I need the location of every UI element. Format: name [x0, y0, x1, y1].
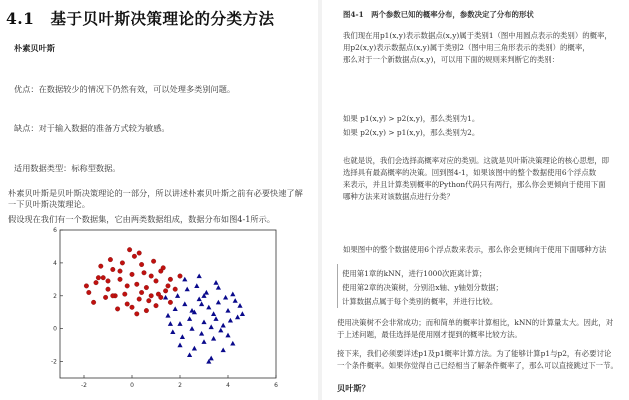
x-tick-label: 0 [130, 382, 134, 389]
class1-point [101, 275, 106, 280]
figure-caption: 图4-1 两个参数已知的概率分布，参数决定了分布的形状 [343, 10, 534, 19]
class1-point [161, 266, 166, 271]
intro-line-1: 朴素贝叶斯是贝叶斯决策理论的一部分，所以讲述朴素贝叶斯之前有必要快速了解 [8, 188, 303, 198]
class1-point [123, 292, 128, 297]
class1-point [94, 280, 99, 285]
subheading-naive-bayes: 朴素贝叶斯 [14, 43, 55, 53]
para1-line-2: 用p2(x,y)表示数据点(x,y)属于类别2（图中用三角形表示的类别）的概率， [343, 43, 590, 52]
data-type-text: 适用数据类型：标称型数据。 [14, 163, 121, 173]
class1-point [163, 289, 168, 294]
class1-point [159, 295, 164, 300]
class1-point [144, 285, 149, 290]
para3-line-2: 于上述问题，最佳选择是使用刚才提到的概率比较方法。 [337, 330, 522, 339]
class1-point [130, 272, 135, 277]
class1-point [154, 279, 159, 284]
class1-point [115, 307, 120, 312]
class1-point [118, 269, 123, 274]
class1-point [111, 267, 116, 272]
class1-point [137, 251, 142, 256]
cons-text: 缺点：对于输入数据的准备方式较为敏感。 [14, 123, 170, 133]
class1-point [125, 284, 130, 289]
class1-point [149, 274, 154, 279]
y-tick-label: 2 [53, 292, 57, 300]
class1-point [139, 290, 144, 295]
y-tick-label: 6 [53, 227, 57, 234]
para1-line-3: 那么对于一个新数据点(x,y)，可以用下面的规则来判断它的类别： [343, 55, 560, 64]
class1-point [139, 262, 144, 267]
class1-point [111, 293, 116, 298]
class1-point [130, 305, 135, 310]
class1-point [135, 312, 140, 317]
class1-point [147, 298, 152, 303]
x-tick-label: 4 [226, 382, 230, 389]
x-tick-label: 2 [178, 382, 182, 389]
class1-point [96, 275, 101, 280]
method-item-1: 使用第1章的kNN，进行1000次距离计算； [342, 269, 487, 278]
class1-point [168, 277, 173, 282]
pros-text: 优点：在数据较少的情况下仍然有效，可以处理多类别问题。 [14, 84, 236, 94]
class1-point [154, 303, 159, 308]
para1-line-1: 我们现在用p1(x,y)表示数据点(x,y)属于类别1（图中用圆点表示的类别）的概率， [343, 31, 612, 40]
x-tick-label: -2 [81, 382, 87, 389]
class1-point [108, 257, 113, 262]
scatter-plot [38, 226, 282, 394]
class1-point [137, 297, 142, 302]
rule-line-1: 如果 p1(x,y) > p2(x,y)，那么类别为1。 [343, 114, 480, 123]
class1-point [127, 247, 132, 252]
para3-line-1: 使用决策树不会非常成功；而和简单的概率计算相比，kNN的计算量太大。因此，对 [337, 318, 614, 327]
class1-point [166, 284, 171, 289]
y-tick-label: 4 [53, 259, 57, 267]
class1-point [142, 270, 147, 275]
class1-point [103, 295, 108, 300]
method-item-2: 使用第2章的决策树，分别沿x轴、y轴划分数据； [342, 283, 503, 292]
class1-point [106, 287, 111, 292]
rule-line-2: 如果 p2(x,y) > p1(x,y)，那么类别为2。 [343, 128, 480, 137]
y-tick-label: -2 [51, 358, 57, 366]
list-intro: 如果图中的整个数据使用6个浮点数来表示，那么你会更倾向于使用下面哪种方法 [343, 245, 607, 254]
class1-point [149, 293, 154, 298]
intro-line-3: 假设现在我们有一个数据集，它由两类数据组成，数据分布如图4-1所示。 [8, 214, 275, 224]
class1-point [120, 261, 125, 266]
section-title: 4.1 基于贝叶斯决策理论的分类方法 [6, 9, 275, 28]
class1-point [178, 274, 183, 279]
class1-point [168, 300, 173, 305]
heading-bayes-question: 贝叶斯？ [337, 383, 370, 393]
class1-point [99, 264, 104, 269]
para2-line-4: 哪种方法来对该数据点进行分类？ [343, 192, 454, 201]
para4-line-2: 一个条件概率。如果你觉得自己已经相当了解条件概率了，那么可以直接跳过下一节。 [337, 361, 618, 370]
method-item-3: 计算数据点属于每个类别的概率，并进行比较。 [342, 297, 498, 306]
intro-line-2: 一下贝叶斯决策理论。 [8, 199, 90, 209]
class1-point [125, 302, 130, 307]
para2-line-1: 也就是说，我们会选择高概率对应的类别。这就是贝叶斯决策理论的核心思想，即 [343, 156, 610, 165]
para2-line-2: 选择具有最高概率的决策。回到图4-1，如果该图中的整个数据使用6个浮点数 [343, 168, 597, 177]
para2-line-3: 来表示，并且计算类别概率的Python代码只有两行，那么你会更倾向于使用下面 [343, 180, 606, 189]
class1-point [87, 290, 92, 295]
class1-point [132, 254, 137, 259]
class1-point [144, 308, 149, 313]
para4-line-1: 接下来，我们必须要详述p1及p1概率计算方法。为了能够计算p1与p2，有必要讨论 [337, 349, 612, 358]
class1-point [151, 259, 156, 264]
class1-point [173, 287, 178, 292]
class1-point [135, 282, 140, 287]
class1-point [118, 277, 123, 282]
class1-point [91, 300, 96, 305]
class1-point [84, 284, 89, 289]
class1-point [106, 279, 111, 284]
y-tick-label: 0 [53, 325, 57, 333]
x-tick-label: 6 [274, 382, 278, 389]
